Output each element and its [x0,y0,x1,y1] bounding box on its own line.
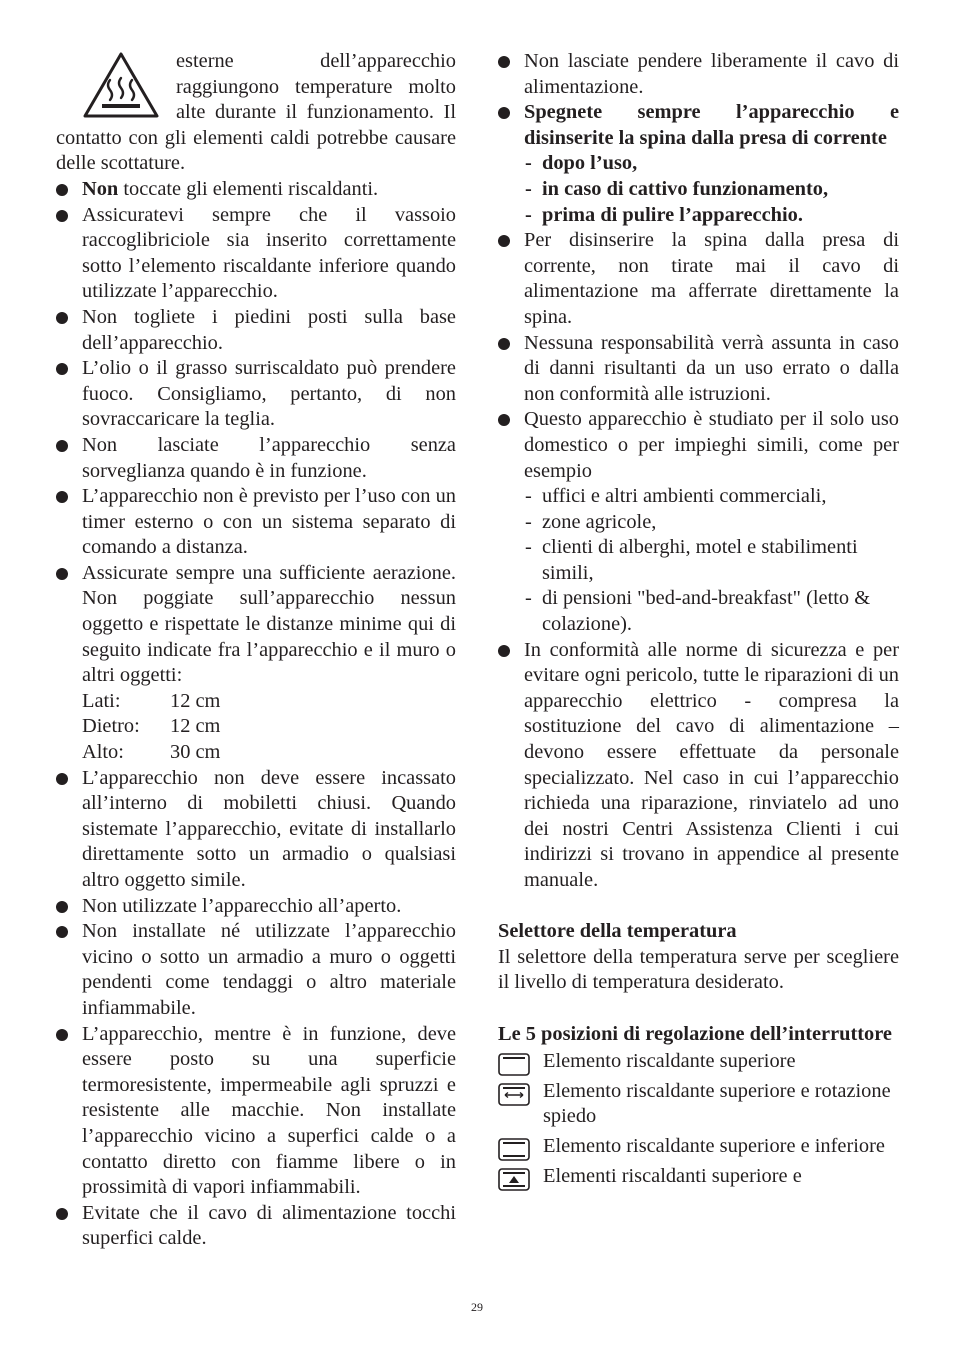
distance-label: Alto: [82,741,124,764]
sub-item-text: prima di pulire l’apparecchio. [542,203,803,226]
item-text: toccate gli elementi riscaldanti. [118,177,379,200]
section-heading: Selettore della temperatura [498,920,737,943]
sub-item-text: zone agricole, [542,510,657,533]
list-item: L’apparecchio non deve essere incassato all’interno di mobiletti chiusi. Quando sistemate l’apparecchio, evitate di installarlo direttamente sotto un armadio o qualsiasi altro oggetto simile. [56,766,456,894]
setting-label: Elemento riscaldante superiore e rotazione spiedo [543,1079,891,1128]
list-item: Non lasciate pendere liberamente il cavo di alimentazione. [498,49,899,100]
list-item: Assicuratevi sempre che il vassoio raccoglibriciole sia inserito correttamente sotto l’elemento riscaldante inferiore quando utilizzate l’apparecchio. [56,203,456,305]
sub-item: - in caso di cattivo funzionamento, [525,177,829,200]
distance-value: 30 cm [170,741,221,764]
sub-item: - uffici e altri ambienti commerciali, [525,485,827,508]
list-item: L’apparecchio, mentre è in funzione, deve essere posto su una superficie termoresistente, impermeabile agli spruzzi e resistente alle macchie. Non installate l’apparecchio vicino a superfici calde o a contatto diretto con fiamme libere o in prossimità di vapori infiammabili. [56,1022,456,1201]
paragraph: Il selettore della temperatura serve per scegliere il livello di temperatura desiderato. [498,945,899,994]
sub-item-text: clienti di alberghi, motel e stabilimenti simili, [542,536,858,584]
sub-item: - prima di pulire l’apparecchio. [525,203,803,226]
top-bottom-heat-icon [498,1138,530,1161]
sub-item-text: in caso di cattivo funzionamento, [542,177,829,200]
bold-text: Non [82,177,119,200]
sub-item: - clienti di alberghi, motel e stabilimenti simili, [525,536,858,584]
list-item: Nessuna responsabilità verrà assunta in caso di danni risultanti da un uso errato o dalla non conformità alle istruzioni. [498,331,899,408]
setting-item [498,1164,899,1190]
hot-surface-warning [56,49,456,177]
list-item: Per disinserire la spina dalla presa di corrente, non tirate mai il cavo di alimentazione ma afferrate direttamente la spina. [498,228,899,330]
list-item: Non lasciate l’apparecchio senza sorveglianza quando è in funzione. [56,433,456,484]
setting-item [498,1134,899,1160]
distance-row [56,740,456,766]
section-heading: Le 5 posizioni di regolazione dell’interruttore [498,1022,892,1045]
top-heat-icon [498,1053,530,1076]
list-item: Non installate né utilizzate l’apparecchio vicino o sotto un armadio a muro o oggetti pendenti come tendaggi o altro materiale infiammabile. [56,919,456,1021]
hot-surface-warning-icon [82,50,160,120]
sub-item-text: dopo l’uso, [542,152,638,175]
distance-row [56,714,456,740]
list-item: Non togliete i piedini posti sulla base dell’apparecchio. [56,305,456,356]
distance-label: Lati: [82,689,121,712]
list-item: Spegnete sempre l’apparecchio e disinserite la spina dalla presa di corrente [498,100,899,151]
list-item: L’apparecchio non è previsto per l’uso con un timer esterno o con un sistema separato di comando a distanza. [56,484,456,561]
list-item: Non utilizzate l’apparecchio all’aperto. [56,894,456,920]
distance-value: 12 cm [170,715,221,738]
list-item: Questo apparecchio è studiato per il solo uso domestico o per impieghi simili, come per esempio [498,407,899,484]
top-heat-rotisserie-icon [498,1083,530,1106]
sub-item-text: di pensioni "bed-and-breakfast" (letto & colazione). [542,587,871,636]
page-number: 29 [471,1300,483,1314]
distance-row [56,689,456,715]
left-column [56,49,456,1252]
right-column [498,49,899,1189]
warning-text: esterne dell’apparecchio raggiungono temperature molto alte durante il funzionamento. Il contatto con gli elementi caldi potrebbe causare delle scottature. [56,50,456,175]
distance-value: 12 cm [170,689,221,712]
sub-item: - zone agricole, [525,510,657,533]
distance-label: Dietro: [82,715,140,738]
list-item: L’olio o il grasso surriscaldato può prendere fuoco. Consigliamo, pertanto, di non sovraccaricare la teglia. [56,356,456,433]
top-bottom-heat-rotisserie-icon [498,1168,530,1191]
setting-item [498,1049,899,1075]
setting-label: Elemento riscaldante superiore e inferiore [543,1134,885,1157]
list-item: Evitate che il cavo di alimentazione tocchi superfici calde. [56,1201,456,1252]
list-item: In conformità alle norme di sicurezza e per evitare ogni pericolo, tutte le riparazioni di un apparecchio elettrico - compresa la sostituzione del cavo di alimentazione – devono essere effettuate da personale specializzato. Nel caso in cui l’apparecchio richieda una riparazione, rinviatelo ad uno dei nostri Centri Assistenza Clienti i cui indirizzi si trovano in appendice al presente manuale. [498,638,899,894]
setting-label: Elementi riscaldanti superiore e [543,1164,802,1187]
setting-label: Elemento riscaldante superiore [543,1050,796,1073]
list-item [56,177,456,203]
setting-item [498,1079,899,1130]
sub-item: - dopo l’uso, [525,152,638,175]
sub-item: - di pensioni "bed-and-breakfast" (letto & colazione). [525,587,871,636]
list-item: Assicurate sempre una sufficiente aerazione. Non poggiate sull’apparecchio nessun oggetto e rispettate le distanze minime qui di seguito indicate fra l’apparecchio e il muro o altri oggetti: [56,561,456,689]
sub-item-text: uffici e altri ambienti commerciali, [542,485,827,508]
